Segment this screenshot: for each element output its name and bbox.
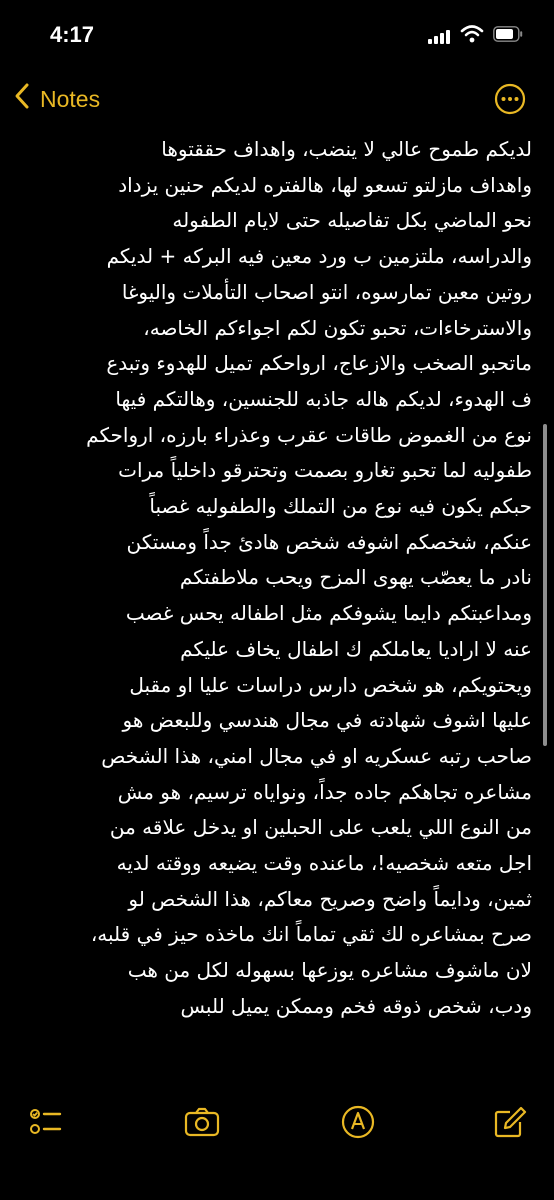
- camera-icon[interactable]: [182, 1102, 222, 1142]
- note-line: والدراسه، ملتزمين ب ورد معين فيه البركه + لديكم: [106, 244, 532, 269]
- compose-icon[interactable]: [490, 1102, 530, 1142]
- navigation-bar: [0, 74, 554, 124]
- note-line: صرح بمشاعره لك ثقي تماماً انك ماخذه حيز في قلبه،: [90, 922, 532, 947]
- note-line: ودب، شخص ذوقه فخم وممكن يميل للبس: [180, 993, 532, 1018]
- ellipsis-circle-icon[interactable]: [494, 83, 526, 115]
- scrollbar[interactable]: [543, 424, 547, 746]
- status-time: 4:17: [50, 22, 95, 47]
- note-line: نحو الماضي بكل تفاصيله حتى لايام الطفوله: [172, 208, 532, 233]
- note-line: عنه لا اراديا يعاملكم ك اطفال يخاف عليكم: [180, 636, 532, 661]
- note-line: طفوليه لما تحبو تغارو بصمت وتحترقو داخلياً مرات: [118, 458, 532, 483]
- note-line: عنكم، شخصكم اشوفه شخص هادئ جداً ومستكن: [126, 529, 532, 554]
- note-line: مشاعره تجاهكم جاده جداً، ونواياه ترسيم، هو مش: [117, 779, 532, 804]
- note-line: حبكم يكون فيه نوع من التملك والطفوليه غصباً: [149, 494, 532, 519]
- note-line: ثمين، ودايماً واضح وصريح معاكم، هذا الشخص لو: [128, 886, 532, 911]
- note-line: لان ماشوف مشاعره يوزعها بسهوله لكل من هب: [127, 958, 532, 983]
- note-line: ف الهدوء، لديكم هاله جاذبه للجنسين، وهالتكم فيها: [115, 386, 532, 411]
- note-line: ويحتويكم، هو شخص دارس دراسات عليا او مقبل: [129, 672, 532, 697]
- note-line: لديكم طموح عالي لا ينضب، واهداف حققتوها: [161, 137, 532, 161]
- checklist-icon[interactable]: [26, 1102, 66, 1142]
- back-button[interactable]: [14, 82, 100, 116]
- note-line: اجل متعه شخصيه!، ماعنده وقت يضيعه ووقته لديه: [116, 851, 532, 876]
- note-line: والاسترخاءات، تحبو تكون لكم اجواءكم الخاصه،: [143, 315, 532, 340]
- note-line: عليها اشوف شهادته في مجال هندسي وللبعض هو: [122, 708, 532, 733]
- note-line: ماتحبو الصخب والازعاج، ارواحكم تميل للهدوء وتبدع: [106, 351, 532, 376]
- note-line: واهداف مازلتو تسعو لها، هالفتره لديكم حنين يزداد: [118, 172, 532, 197]
- note-line: ومداعبتكم دايما يشوفكم مثل اطفاله يحس غصب: [125, 601, 532, 626]
- note-line: صاحب رتبه عسكريه او في مجال امني، هذا الشخص: [101, 743, 532, 768]
- note-line: روتين معين تمارسوه، انتو اصحاب التأملات واليوغا: [121, 279, 532, 304]
- note-body-text[interactable]: [22, 132, 532, 1092]
- note-line: من النوع اللي يلعب على الحبلين او يدخل علاقه من: [109, 815, 532, 840]
- markup-pen-icon[interactable]: [338, 1102, 378, 1142]
- bottom-toolbar: [0, 1102, 554, 1142]
- back-button-label: Notes: [40, 85, 101, 112]
- note-line: نادر ما يعصّب يهوى المزح ويحب ملاطفتكم: [179, 565, 532, 590]
- note-line: نوع من الغموض طاقات عقرب وعذراء بارزه، ارواحكم: [86, 422, 532, 447]
- chevron-left-icon: [14, 82, 30, 116]
